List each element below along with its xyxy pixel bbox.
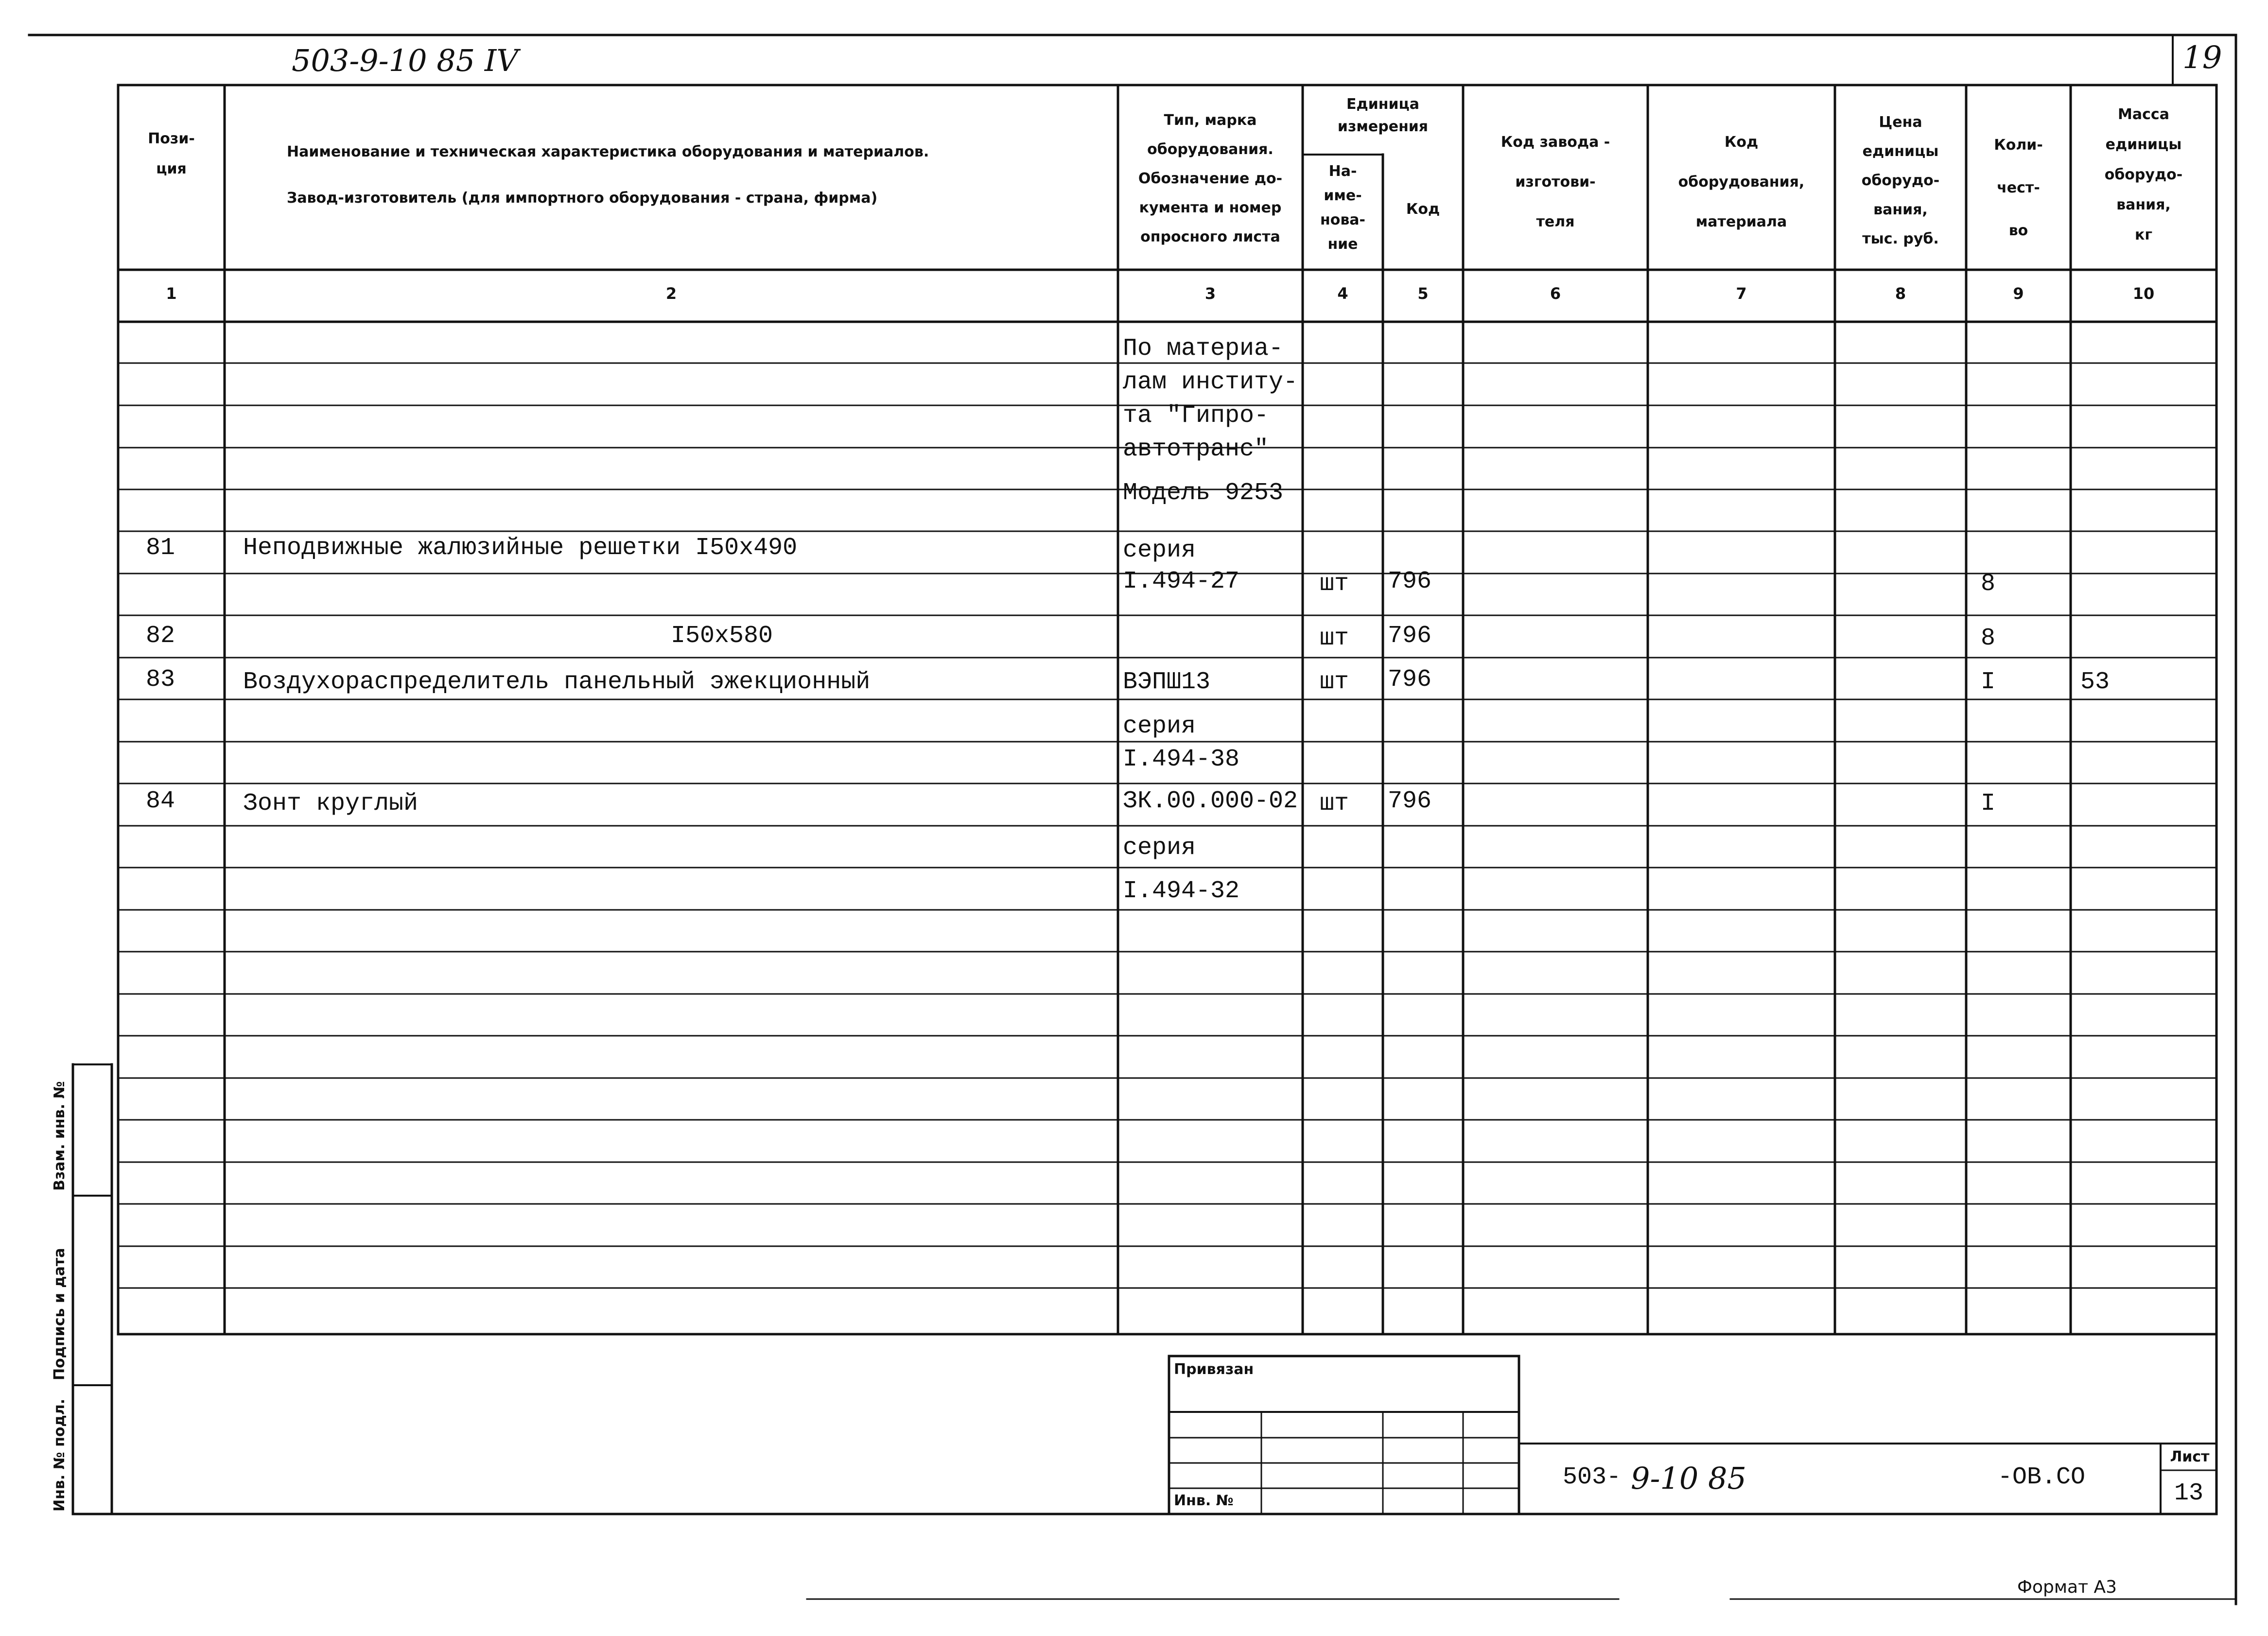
column-number: 6 xyxy=(1550,284,1561,303)
table-row-name: I50x580 xyxy=(671,622,773,650)
table-row-name: Зонт круглый xyxy=(243,790,419,818)
unit-cell: шт xyxy=(1320,668,1349,696)
header-position: Пози- ция xyxy=(148,130,195,177)
unit-cell: шт xyxy=(1320,570,1349,598)
header-name: Наименование и техническая характеристика оборудования и материалов. Завод-изготовитель (для импортного оборудования - страна, фирма) xyxy=(287,143,929,207)
header-equipment-code: Код оборудования, материала xyxy=(1678,134,1805,230)
type-cell: Модель 9253 xyxy=(1123,479,1284,507)
quantity-cell: I xyxy=(1981,668,1996,696)
type-cell: серия xyxy=(1123,834,1196,862)
stamp-sheet-label: Лист xyxy=(2170,1448,2210,1465)
type-cell: По материа- xyxy=(1123,335,1284,363)
header-quantity: Коли- чест- во xyxy=(1994,137,2043,239)
type-cell: серия xyxy=(1123,713,1196,740)
side-stamp-signature-date: Подпись и дата xyxy=(51,1248,68,1380)
side-stamp-inv-original: Инв. № подл. xyxy=(51,1398,68,1512)
stamp-doc-handwritten: 9-10 85 xyxy=(1631,1461,1746,1496)
header-unit-group: Единица измерения xyxy=(1337,96,1429,135)
stamp-doc-suffix: -ОВ.СО xyxy=(1998,1463,2086,1491)
mass-cell: 53 xyxy=(2080,668,2110,696)
quantity-cell: 8 xyxy=(1981,625,1996,652)
table-row-position: 81 xyxy=(146,534,175,562)
type-cell: автотранс" xyxy=(1123,435,1269,463)
type-cell: та "Гипро- xyxy=(1123,402,1269,430)
unit-code-cell: 796 xyxy=(1388,568,1432,595)
header-unit-name: На- име- нова- ние xyxy=(1320,163,1366,253)
table-row-position: 82 xyxy=(146,622,175,650)
table-row-position: 84 xyxy=(146,787,175,815)
type-cell: I.494-32 xyxy=(1123,877,1240,905)
type-cell: лам институ- xyxy=(1123,368,1298,396)
column-number: 2 xyxy=(665,284,677,303)
quantity-cell: 8 xyxy=(1981,570,1996,598)
stamp-doc-prefix: 503- xyxy=(1563,1463,1622,1491)
type-cell: серия xyxy=(1123,537,1196,564)
stamp-sheet-number: 13 xyxy=(2174,1479,2203,1507)
header-mass: Масса единицы оборудо- вания, кг xyxy=(2104,106,2183,244)
table-row-position: 83 xyxy=(146,666,175,694)
stamp-privyazan: Привязан xyxy=(1174,1361,1254,1378)
type-cell: I.494-38 xyxy=(1123,746,1240,773)
page-number: 19 xyxy=(2182,40,2222,76)
unit-cell: шт xyxy=(1320,790,1349,818)
header-factory-code: Код завода - изготови- теля xyxy=(1500,134,1610,230)
table-row-name: Неподвижные жалюзийные решетки I50x490 xyxy=(243,534,798,562)
header-unit-code: Код xyxy=(1406,201,1440,218)
document-code-handwritten: 503-9-10 85 IV xyxy=(292,43,519,78)
stamp-inv-number: Инв. № xyxy=(1174,1492,1234,1509)
column-number: 9 xyxy=(2013,284,2024,303)
type-cell: ЗК.00.000-02 xyxy=(1123,787,1298,815)
side-stamp-vzam-inv: Взам. инв. № xyxy=(51,1081,68,1191)
quantity-cell: I xyxy=(1981,790,1996,818)
column-number: 7 xyxy=(1736,284,1747,303)
unit-code-cell: 796 xyxy=(1388,666,1432,694)
column-number: 5 xyxy=(1417,284,1429,303)
column-number: 4 xyxy=(1337,284,1348,303)
column-number: 8 xyxy=(1895,284,1906,303)
unit-code-cell: 796 xyxy=(1388,787,1432,815)
type-cell: I.494-27 xyxy=(1123,568,1240,595)
table-row-name: Воздухораспределитель панельный эжекционный xyxy=(243,668,871,696)
header-price: Цена единицы оборудо- вания, тыс. руб. xyxy=(1861,114,1940,247)
header-type: Тип, марка оборудования. Обозначение до- кумента и номер опросного листа xyxy=(1138,112,1283,245)
unit-cell: шт xyxy=(1320,625,1349,652)
column-number: 1 xyxy=(166,284,177,303)
type-cell: ВЭПШ13 xyxy=(1123,668,1211,696)
format-label: Формат А3 xyxy=(2017,1577,2117,1597)
column-number: 10 xyxy=(2132,284,2155,303)
column-number: 3 xyxy=(1204,284,1216,303)
unit-code-cell: 796 xyxy=(1388,622,1432,650)
